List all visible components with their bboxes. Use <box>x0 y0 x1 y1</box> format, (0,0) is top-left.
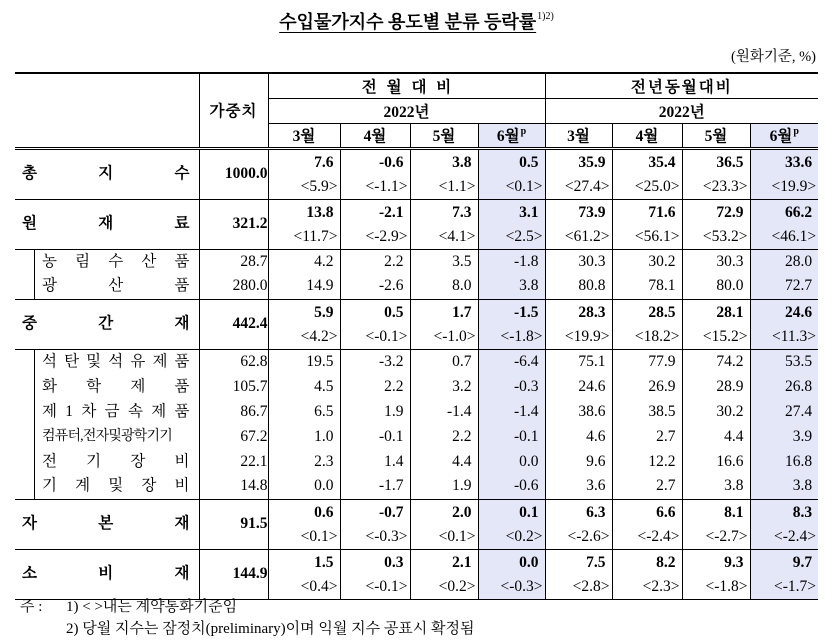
yoy-contract-currency-rate: <-2.7> <box>705 527 748 545</box>
yoy-rate: 28.5 <box>648 303 676 321</box>
yoy-rate: 28.9 <box>682 374 750 399</box>
yoy-rate: 26.8 <box>750 374 818 399</box>
yoy-rate: 74.2 <box>682 349 750 374</box>
mom-contract-currency-rate: <4.2> <box>300 327 338 345</box>
subcategory-label: 화 학 제 품 <box>42 377 190 395</box>
mom-rate: 3.8 <box>452 153 472 171</box>
mom-rate: -1.8 <box>478 249 545 274</box>
mom-rate: 0.0 <box>268 474 340 499</box>
yoy-contract-currency-rate: <-2.4> <box>774 527 817 545</box>
yoy-rate: 30.2 <box>612 249 682 274</box>
yoy-contract-currency-rate: <19.9> <box>771 177 817 195</box>
yoy-rate: 73.9 <box>578 203 606 221</box>
mom-rate-cell <box>410 499 478 549</box>
mom-rate: 0.7 <box>410 349 478 374</box>
yoy-rate: 8.3 <box>792 503 813 521</box>
yoy-rate: 30.3 <box>545 249 612 274</box>
yoy-contract-currency-rate: <56.1> <box>634 227 680 245</box>
header-month-yoy <box>750 123 818 148</box>
yoy-rate-cell <box>612 148 682 199</box>
yoy-rate: 72.7 <box>750 274 818 299</box>
month-label: 4월 <box>635 128 659 145</box>
yoy-rate: 16.8 <box>750 449 818 474</box>
category-label: 총 지 수 <box>22 165 190 182</box>
footnote-prefix: 주 : <box>20 599 43 615</box>
yoy-rate-cell <box>750 148 818 199</box>
mom-rate: 3.2 <box>410 374 478 399</box>
mom-rate: 4.2 <box>268 249 340 274</box>
yoy-rate: 16.6 <box>682 449 750 474</box>
mom-rate: 13.8 <box>306 203 334 221</box>
row-label-cell <box>15 349 199 374</box>
mom-rate: 0.1 <box>519 503 539 521</box>
mom-rate: 1.7 <box>452 303 472 321</box>
preliminary-mark: p <box>520 126 527 137</box>
yoy-rate: 78.1 <box>612 274 682 299</box>
title-footnote-marks: 1)2) <box>537 11 554 22</box>
weight-value: 14.8 <box>199 474 268 499</box>
mom-rate: -0.1 <box>478 424 545 449</box>
yoy-rate: 35.4 <box>648 153 676 171</box>
row-label-cell <box>15 249 199 274</box>
yoy-rate: 8.1 <box>724 503 744 521</box>
mom-contract-currency-rate: <0.1> <box>438 527 476 545</box>
weight-value: 442.4 <box>199 299 268 349</box>
title-block <box>0 8 833 36</box>
yoy-contract-currency-rate: <27.4> <box>564 177 610 195</box>
category-row <box>15 549 818 599</box>
mom-rate-cell <box>478 299 545 349</box>
weight-value: 86.7 <box>199 399 268 424</box>
yoy-rate-cell <box>682 148 750 199</box>
mom-contract-currency-rate: <-1.0> <box>433 327 476 345</box>
mom-rate: 0.0 <box>519 553 539 571</box>
row-label-cell <box>15 549 199 599</box>
subcategory-row <box>15 399 818 424</box>
yoy-rate-cell <box>682 299 750 349</box>
table-title: 수입물가지수 용도별 분류 등락률 <box>279 12 537 32</box>
yoy-rate: 3.6 <box>545 474 612 499</box>
yoy-rate: 30.3 <box>682 249 750 274</box>
subcategory-label: 기 계 및 장 비 <box>42 477 190 495</box>
mom-rate: 5.9 <box>314 303 334 321</box>
yoy-rate: 9.6 <box>545 449 612 474</box>
mom-rate-cell <box>340 199 410 249</box>
yoy-rate: 75.1 <box>545 349 612 374</box>
mom-rate-cell <box>410 199 478 249</box>
row-label-cell <box>15 499 199 549</box>
mom-rate-cell <box>268 299 340 349</box>
mom-rate-cell <box>268 499 340 549</box>
yoy-rate-cell <box>682 499 750 549</box>
header-month-mom <box>478 123 545 148</box>
mom-rate: 0.0 <box>478 449 545 474</box>
mom-contract-currency-rate: <-1.8> <box>500 327 543 345</box>
mom-rate: 0.5 <box>384 303 404 321</box>
yoy-rate: 33.6 <box>784 153 813 171</box>
mom-rate: 4.5 <box>268 374 340 399</box>
header-weight: 가중치 <box>199 73 268 148</box>
category-row <box>15 499 818 549</box>
category-label: 소 비 재 <box>22 565 190 582</box>
header-row-groups <box>15 73 818 98</box>
yoy-rate: 36.5 <box>716 153 744 171</box>
header-month-mom <box>410 123 478 148</box>
yoy-contract-currency-rate: <2.8> <box>572 577 610 595</box>
yoy-rate-cell <box>545 299 612 349</box>
yoy-contract-currency-rate: <46.1> <box>771 227 817 245</box>
row-label-cell <box>15 148 199 199</box>
yoy-rate: 3.8 <box>682 474 750 499</box>
mom-rate: 3.5 <box>410 249 478 274</box>
yoy-rate: 27.4 <box>750 399 818 424</box>
mom-contract-currency-rate: <-2.9> <box>365 227 408 245</box>
yoy-rate-cell <box>682 199 750 249</box>
yoy-contract-currency-rate: <23.3> <box>702 177 748 195</box>
header-group-month-over-month: 전 월 대 비 <box>268 73 545 98</box>
mom-rate-cell <box>478 499 545 549</box>
yoy-contract-currency-rate: <18.2> <box>634 327 680 345</box>
category-label: 중 간 재 <box>22 315 190 332</box>
subcategory-row <box>15 274 818 299</box>
mom-rate: -2.1 <box>378 203 404 221</box>
yoy-contract-currency-rate: <19.9> <box>564 327 610 345</box>
mom-rate: 1.9 <box>340 399 410 424</box>
header-group-year-over-year: 전년동월대비 <box>545 73 818 98</box>
mom-contract-currency-rate: <0.1> <box>505 177 543 195</box>
mom-rate: 0.3 <box>384 553 404 571</box>
mom-contract-currency-rate: <-0.3> <box>500 577 543 595</box>
yoy-rate: 53.5 <box>750 349 818 374</box>
footnotes <box>20 597 475 640</box>
mom-rate: -0.7 <box>378 503 404 521</box>
yoy-contract-currency-rate: <25.0> <box>634 177 680 195</box>
yoy-rate-cell <box>612 549 682 599</box>
weight-value: 67.2 <box>199 424 268 449</box>
yoy-rate: 80.0 <box>682 274 750 299</box>
yoy-rate: 12.2 <box>612 449 682 474</box>
row-label-cell <box>15 474 199 499</box>
mom-rate: -0.3 <box>478 374 545 399</box>
yoy-rate: 8.2 <box>656 553 676 571</box>
yoy-rate: 80.8 <box>545 274 612 299</box>
yoy-rate: 30.2 <box>682 399 750 424</box>
yoy-contract-currency-rate: <-2.4> <box>637 527 680 545</box>
row-label-cell <box>15 399 199 424</box>
mom-contract-currency-rate: <-0.3> <box>365 527 408 545</box>
category-label: 자 본 재 <box>22 515 190 532</box>
category-row <box>15 299 818 349</box>
mom-rate: -0.1 <box>340 424 410 449</box>
mom-rate: 2.3 <box>268 449 340 474</box>
subcategory-label: 제 1 차 금 속 제 품 <box>42 402 190 420</box>
footnote-item: 1) < >내는 계약통화기준임 <box>66 599 238 615</box>
yoy-rate: 2.7 <box>612 474 682 499</box>
mom-rate: 2.0 <box>452 503 472 521</box>
mom-rate: 2.2 <box>410 424 478 449</box>
yoy-rate: 6.3 <box>586 503 606 521</box>
category-label: 원 재 료 <box>22 215 190 232</box>
table-body <box>15 148 818 599</box>
subcategory-label: 농 림 수 산 품 <box>42 252 190 270</box>
weight-value: 144.9 <box>199 549 268 599</box>
subcategory-row <box>15 349 818 374</box>
mom-rate: -0.6 <box>478 474 545 499</box>
mom-rate: 1.0 <box>268 424 340 449</box>
mom-rate: 3.1 <box>519 203 539 221</box>
mom-rate: 7.3 <box>452 203 472 221</box>
mom-rate: 0.6 <box>314 503 334 521</box>
weight-value: 62.8 <box>199 349 268 374</box>
row-label-cell <box>15 199 199 249</box>
row-label-cell <box>15 449 199 474</box>
yoy-rate: 28.1 <box>716 303 744 321</box>
header-month-yoy <box>682 123 750 148</box>
yoy-rate: 38.6 <box>545 399 612 424</box>
import-price-index-table <box>15 72 818 600</box>
yoy-rate: 9.7 <box>792 553 813 571</box>
yoy-rate: 72.9 <box>716 203 744 221</box>
month-label: 4월 <box>363 128 387 145</box>
footnote-item: 2) 당월 지수는 잠정치(preliminary)이며 익월 지수 공표시 확정됨 <box>66 620 475 637</box>
header-year-month-over-month: 2022년 <box>268 98 545 123</box>
weight-value: 280.0 <box>199 274 268 299</box>
yoy-contract-currency-rate: <53.2> <box>702 227 748 245</box>
yoy-rate: 9.3 <box>724 553 744 571</box>
subcategory-row <box>15 424 818 449</box>
weight-value: 22.1 <box>199 449 268 474</box>
header-month-yoy <box>612 123 682 148</box>
header-corner <box>15 73 199 148</box>
yoy-rate: 2.7 <box>612 424 682 449</box>
yoy-rate: 26.9 <box>612 374 682 399</box>
weight-value: 321.2 <box>199 199 268 249</box>
mom-contract-currency-rate: <0.1> <box>300 527 338 545</box>
mom-contract-currency-rate: <11.7> <box>293 227 338 245</box>
yoy-rate-cell <box>545 199 612 249</box>
yoy-rate: 35.9 <box>578 153 606 171</box>
subcategory-row <box>15 249 818 274</box>
mom-rate-cell <box>478 549 545 599</box>
header-month-yoy <box>545 123 612 148</box>
subcategory-row <box>15 374 818 399</box>
mom-rate: 19.5 <box>268 349 340 374</box>
month-label: 5월 <box>704 128 728 145</box>
mom-contract-currency-rate: <-1.1> <box>365 177 408 195</box>
mom-rate: 1.5 <box>314 553 334 571</box>
mom-rate: 7.6 <box>314 153 334 171</box>
yoy-rate-cell <box>750 199 818 249</box>
subcategory-label: 전 기 장 비 <box>42 452 190 470</box>
unit-note: (원화기준, %) <box>730 49 816 65</box>
yoy-contract-currency-rate: <11.3> <box>772 327 817 345</box>
weight-value: 28.7 <box>199 249 268 274</box>
yoy-rate: 7.5 <box>586 553 606 571</box>
mom-contract-currency-rate: <-0.1> <box>365 577 408 595</box>
subcategory-row <box>15 449 818 474</box>
row-label-cell <box>15 374 199 399</box>
header-month-mom <box>340 123 410 148</box>
mom-rate-cell <box>478 199 545 249</box>
yoy-rate: 24.6 <box>545 374 612 399</box>
mom-rate-cell <box>268 549 340 599</box>
mom-rate: -0.6 <box>378 153 404 171</box>
mom-rate: 0.5 <box>519 153 539 171</box>
mom-rate-cell <box>340 499 410 549</box>
mom-rate-cell <box>340 549 410 599</box>
yoy-contract-currency-rate: <-2.6> <box>567 527 610 545</box>
mom-rate: 2.2 <box>340 374 410 399</box>
yoy-contract-currency-rate: <2.3> <box>642 577 680 595</box>
weight-value: 91.5 <box>199 499 268 549</box>
mom-contract-currency-rate: <1.1> <box>438 177 476 195</box>
yoy-rate-cell <box>750 299 818 349</box>
mom-rate: -2.6 <box>340 274 410 299</box>
mom-rate-cell <box>340 148 410 199</box>
row-label-cell <box>15 299 199 349</box>
month-label: 5월 <box>432 128 456 145</box>
mom-rate: 1.9 <box>410 474 478 499</box>
yoy-rate: 6.6 <box>656 503 676 521</box>
yoy-rate-cell <box>612 299 682 349</box>
yoy-rate: 3.9 <box>750 424 818 449</box>
mom-rate: -3.2 <box>340 349 410 374</box>
mom-rate-cell <box>410 299 478 349</box>
mom-rate-cell <box>340 299 410 349</box>
yoy-contract-currency-rate: <-1.7> <box>774 577 817 595</box>
yoy-rate-cell <box>612 499 682 549</box>
yoy-rate-cell <box>545 499 612 549</box>
row-label-cell <box>15 274 199 299</box>
subcategory-label: 석 탄 및 석 유 제 품 <box>42 352 190 370</box>
weight-value: 105.7 <box>199 374 268 399</box>
subcategory-label: 광 산 품 <box>42 277 190 295</box>
yoy-rate-cell <box>682 549 750 599</box>
category-row <box>15 199 818 249</box>
yoy-rate: 28.0 <box>750 249 818 274</box>
yoy-rate: 24.6 <box>784 303 813 321</box>
mom-rate: 3.8 <box>478 274 545 299</box>
month-label: 3월 <box>292 128 316 145</box>
subcategory-label: 컴퓨터,전자및광학기기 <box>42 428 172 444</box>
header-month-mom <box>268 123 340 148</box>
footnote-list <box>66 597 475 640</box>
month-label: 3월 <box>567 128 590 145</box>
mom-contract-currency-rate: <2.5> <box>505 227 543 245</box>
yoy-rate-cell <box>750 549 818 599</box>
weight-value: 1000.0 <box>199 148 268 199</box>
yoy-rate: 38.5 <box>612 399 682 424</box>
category-row <box>15 148 818 199</box>
mom-rate-cell <box>268 199 340 249</box>
mom-rate: -1.7 <box>340 474 410 499</box>
yoy-rate: 4.6 <box>545 424 612 449</box>
mom-contract-currency-rate: <4.1> <box>438 227 476 245</box>
preliminary-mark: p <box>793 126 799 137</box>
mom-rate: 4.4 <box>410 449 478 474</box>
mom-rate: 2.2 <box>340 249 410 274</box>
mom-rate: -1.5 <box>513 303 539 321</box>
table-header <box>15 73 818 148</box>
row-label-cell <box>15 424 199 449</box>
mom-rate-cell <box>410 148 478 199</box>
yoy-rate: 3.8 <box>750 474 818 499</box>
yoy-rate: 4.4 <box>682 424 750 449</box>
mom-rate: 1.4 <box>340 449 410 474</box>
yoy-rate: 28.3 <box>578 303 606 321</box>
yoy-contract-currency-rate: <15.2> <box>702 327 748 345</box>
mom-contract-currency-rate: <5.9> <box>300 177 338 195</box>
month-label: 6월 <box>496 128 520 145</box>
mom-rate-cell <box>410 549 478 599</box>
mom-rate: -1.4 <box>410 399 478 424</box>
mom-rate: -1.4 <box>478 399 545 424</box>
mom-rate: 6.5 <box>268 399 340 424</box>
yoy-rate-cell <box>545 148 612 199</box>
yoy-rate: 66.2 <box>784 203 813 221</box>
subcategory-row <box>15 474 818 499</box>
mom-contract-currency-rate: <0.2> <box>505 527 543 545</box>
yoy-rate: 71.6 <box>648 203 676 221</box>
mom-rate-cell <box>478 148 545 199</box>
mom-rate: 8.0 <box>410 274 478 299</box>
yoy-rate-cell <box>750 499 818 549</box>
mom-rate: 2.1 <box>452 553 472 571</box>
mom-rate: -6.4 <box>478 349 545 374</box>
yoy-contract-currency-rate: <-1.8> <box>705 577 748 595</box>
yoy-contract-currency-rate: <61.2> <box>564 227 610 245</box>
yoy-rate-cell <box>612 199 682 249</box>
month-label: 6월 <box>769 128 793 145</box>
mom-contract-currency-rate: <-0.1> <box>365 327 408 345</box>
header-year-year-over-year: 2022년 <box>545 98 818 123</box>
mom-contract-currency-rate: <0.2> <box>438 577 476 595</box>
mom-rate-cell <box>268 148 340 199</box>
yoy-rate-cell <box>545 549 612 599</box>
mom-rate: 14.9 <box>268 274 340 299</box>
mom-contract-currency-rate: <0.4> <box>300 577 338 595</box>
yoy-rate: 77.9 <box>612 349 682 374</box>
